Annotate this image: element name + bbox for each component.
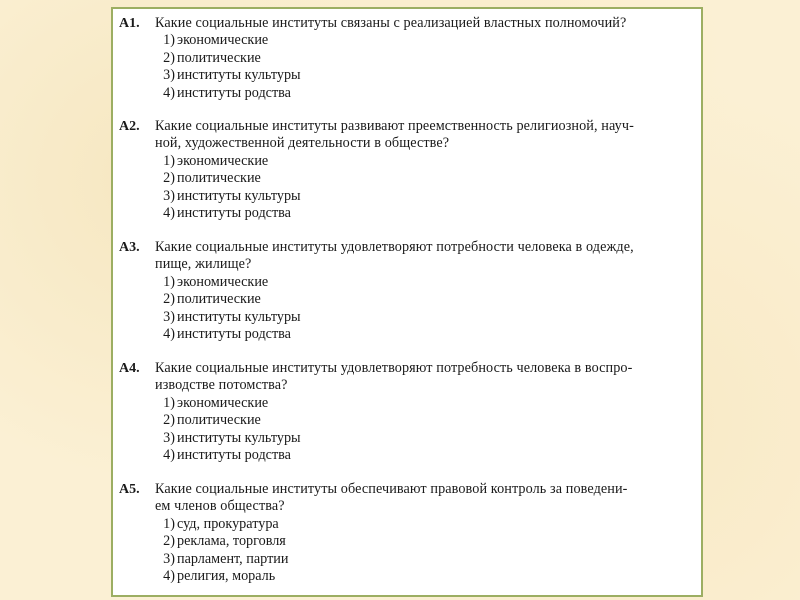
question-text-line: Какие социальные институты обеспечивают правовой контроль за поведени- xyxy=(155,481,628,497)
option[interactable] xyxy=(159,516,691,533)
question-number: A2. xyxy=(119,119,140,134)
option-number: 3) xyxy=(163,187,175,204)
question-number: A5. xyxy=(119,482,140,497)
option-number: 3) xyxy=(163,550,175,567)
option-number: 3) xyxy=(163,429,175,446)
option-text: политические xyxy=(177,170,261,187)
option-number: 4) xyxy=(163,205,175,222)
question-text xyxy=(155,360,691,395)
option[interactable] xyxy=(159,430,691,447)
question-text-line: Какие социальные институты удовлетворяют потребность человека в воспро- xyxy=(155,360,633,376)
option[interactable] xyxy=(159,551,691,568)
option[interactable] xyxy=(159,85,691,102)
option-text: институты родства xyxy=(177,326,291,343)
option-number: 2) xyxy=(163,49,175,66)
option-text: религия, мораль xyxy=(177,568,276,585)
question-number: A3. xyxy=(119,240,140,255)
option-number: 1) xyxy=(163,32,175,49)
option-text: политические xyxy=(177,412,261,429)
question-text-line: пище, жилище? xyxy=(155,256,252,273)
option-text: реклама, торговля xyxy=(177,533,286,550)
option-text: политические xyxy=(177,49,261,66)
option-text: экономические xyxy=(177,394,269,411)
question-a4 xyxy=(119,360,691,464)
option[interactable] xyxy=(159,50,691,67)
option[interactable] xyxy=(159,153,691,170)
option[interactable] xyxy=(159,291,691,308)
options-list xyxy=(159,395,691,465)
option[interactable] xyxy=(159,412,691,429)
question-text-line: Какие социальные институты удовлетворяют потребности человека в одежде, xyxy=(155,239,634,255)
option-number: 4) xyxy=(163,84,175,101)
question-text xyxy=(155,118,691,153)
option[interactable] xyxy=(159,170,691,187)
options-list xyxy=(159,516,691,586)
options-list xyxy=(159,153,691,223)
option[interactable] xyxy=(159,326,691,343)
options-list xyxy=(159,32,691,102)
option-number: 2) xyxy=(163,291,175,308)
question-a3 xyxy=(119,239,691,343)
question-text xyxy=(155,15,691,32)
option-number: 4) xyxy=(163,326,175,343)
option[interactable] xyxy=(159,274,691,291)
option-text: парламент, партии xyxy=(177,550,289,567)
question-a2 xyxy=(119,118,691,222)
question-text-line: Какие социальные институты развивают преемственность религиозной, науч- xyxy=(155,118,634,134)
question-a1 xyxy=(119,15,691,102)
option[interactable] xyxy=(159,533,691,550)
option-text: экономические xyxy=(177,32,269,49)
option-text: институты культуры xyxy=(177,67,301,84)
option-text: политические xyxy=(177,291,261,308)
option-text: институты культуры xyxy=(177,187,301,204)
option-number: 2) xyxy=(163,412,175,429)
option[interactable] xyxy=(159,309,691,326)
option-text: институты культуры xyxy=(177,429,301,446)
option-number: 3) xyxy=(163,308,175,325)
option[interactable] xyxy=(159,188,691,205)
option-number: 2) xyxy=(163,170,175,187)
question-number: A1. xyxy=(119,16,140,31)
option-number: 1) xyxy=(163,394,175,411)
option-text: институты родства xyxy=(177,205,291,222)
option-number: 4) xyxy=(163,568,175,585)
option-number: 1) xyxy=(163,515,175,532)
option-number: 3) xyxy=(163,67,175,84)
option-number: 1) xyxy=(163,152,175,169)
question-text xyxy=(155,239,691,274)
option-number: 4) xyxy=(163,447,175,464)
option-text: суд, прокуратура xyxy=(177,515,279,532)
question-text-line: ем членов общества? xyxy=(155,498,285,515)
option[interactable] xyxy=(159,67,691,84)
question-a5 xyxy=(119,481,691,585)
option-text: институты родства xyxy=(177,84,291,101)
option-number: 2) xyxy=(163,533,175,550)
option-text: институты родства xyxy=(177,447,291,464)
option[interactable] xyxy=(159,205,691,222)
question-text-line: Какие социальные институты связаны с реализацией властных полномочий? xyxy=(155,15,627,31)
option-number: 1) xyxy=(163,273,175,290)
option-text: институты культуры xyxy=(177,308,301,325)
option-text: экономические xyxy=(177,273,269,290)
option[interactable] xyxy=(159,32,691,49)
option[interactable] xyxy=(159,568,691,585)
option[interactable] xyxy=(159,447,691,464)
test-panel xyxy=(111,7,703,597)
question-text xyxy=(155,481,691,516)
question-text-line: ной, художественной деятельности в обществе? xyxy=(155,135,450,152)
option-text: экономические xyxy=(177,152,269,169)
option[interactable] xyxy=(159,395,691,412)
question-number: A4. xyxy=(119,361,140,376)
question-text-line: изводстве потомства? xyxy=(155,377,288,394)
options-list xyxy=(159,274,691,344)
